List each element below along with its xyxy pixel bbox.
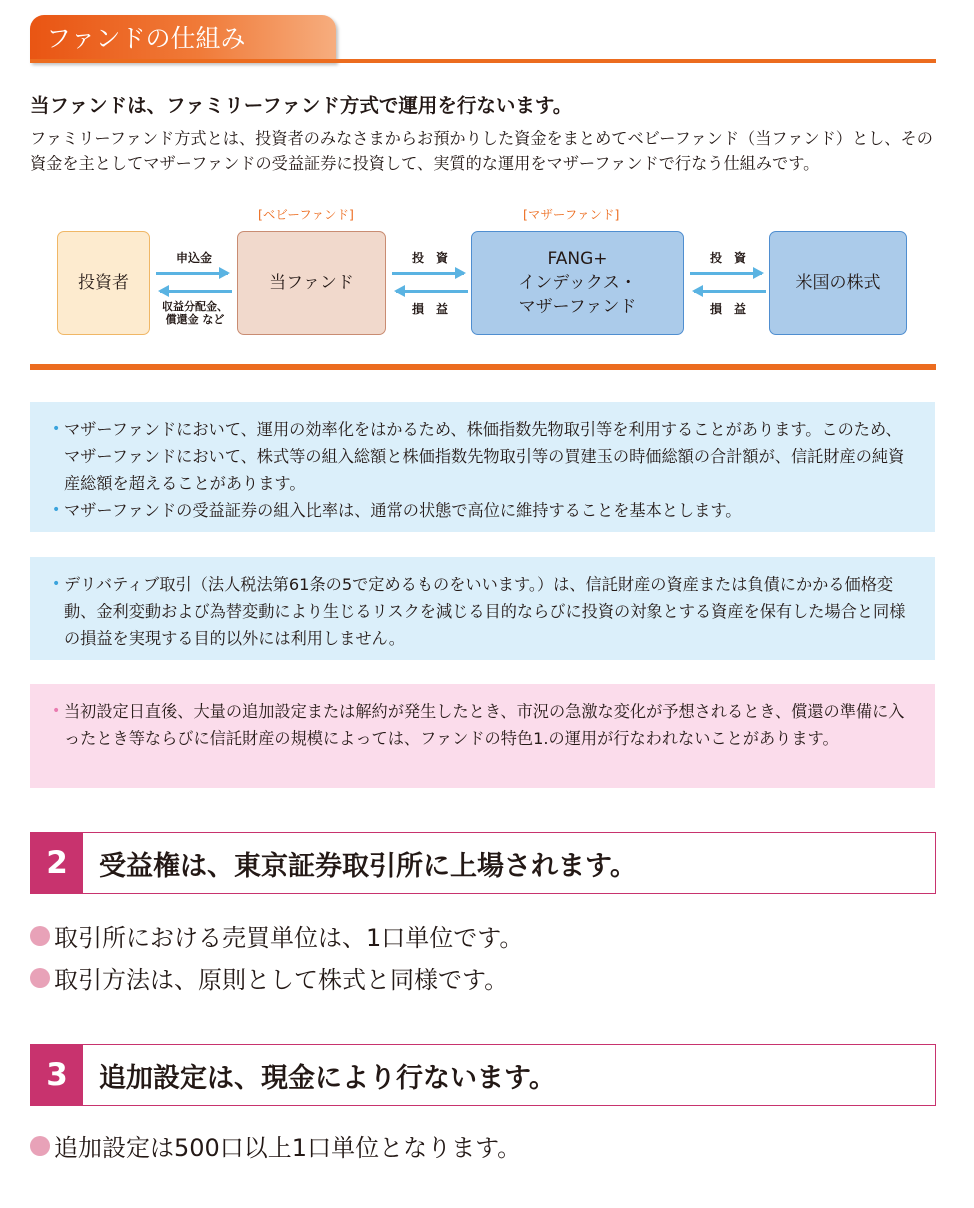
circle-bullet-icon xyxy=(30,1136,50,1156)
note-text: デリバティブ取引（法人税法第61条の5で定めるものをいいます。）は、信託財産の資産または負債にかかる価格変動、金利変動および為替変動により生じるリスクを減じる目的ならびに投資の対象とする資産を保有した場合と同様の損益を実現する目的以外には利用しません。 xyxy=(64,575,906,648)
note-text: 当初設定日直後、大量の追加設定または解約が発生したとき、市況の急激な変化が予想されるとき、償還の準備に入ったとき等ならびに信託財産の規模によっては、ファンドの特色1.の運用が行なわれないことがあります。 xyxy=(64,702,905,748)
arrow1-bottom-line1: 収益分配金、 xyxy=(162,300,228,313)
mother-fund-label: [マザーファンド] xyxy=(523,207,620,222)
section-2-number: 2 xyxy=(31,833,83,893)
lead-text: 当ファンドは、ファミリーファンド方式で運用を行ないます。 xyxy=(30,94,573,117)
bullet-icon: • xyxy=(52,703,61,719)
note-box-derivative-use xyxy=(30,557,935,660)
bullet-icon: • xyxy=(52,421,61,437)
arrow3-top-label: 投 資 xyxy=(709,251,746,265)
section-2-bullet-text: 取引方法は、原則として株式と同様です。 xyxy=(54,966,509,994)
section-header-tab xyxy=(30,15,336,63)
header-rule xyxy=(30,59,936,63)
arrow-right-icon xyxy=(690,272,762,275)
mother-fund-box xyxy=(471,231,684,335)
section-3-bullet xyxy=(30,1128,521,1163)
section-3-bullet-text: 追加設定は500口以上1口単位となります。 xyxy=(54,1134,522,1162)
arrow-left-icon xyxy=(160,290,232,293)
note-item xyxy=(52,497,917,524)
mother-fund-name-line2: インデックス・ xyxy=(518,273,637,293)
arrow-right-icon xyxy=(156,272,228,275)
note-text: マザーファンドの受益証券の組入比率は、通常の状態で高位に維持することを基本とします。 xyxy=(64,501,742,520)
arrow1-top-label: 申込金 xyxy=(175,251,212,265)
diagram-bottom-rule xyxy=(30,364,936,370)
us-stocks-box xyxy=(769,231,907,335)
arrow1-bottom-label xyxy=(153,300,237,326)
investor-box xyxy=(57,231,150,335)
baby-fund-label: [ベビーファンド] xyxy=(258,207,354,222)
section-2-bullet xyxy=(30,918,523,953)
note-box-caution xyxy=(30,684,935,788)
circle-bullet-icon xyxy=(30,926,50,946)
section-2-header xyxy=(30,832,936,894)
arrow2-top-label: 投 資 xyxy=(411,251,448,265)
note-item xyxy=(52,698,917,752)
arrow1-bottom-line2: 償還金 など xyxy=(165,313,225,326)
section-3-number: 3 xyxy=(31,1045,83,1105)
bullet-icon: • xyxy=(52,502,61,518)
baby-fund-box xyxy=(237,231,386,335)
arrow3-bottom-label: 損 益 xyxy=(709,302,746,316)
circle-bullet-icon xyxy=(30,968,50,988)
bullet-icon: • xyxy=(52,576,61,592)
note-box-derivatives xyxy=(30,402,935,532)
note-item xyxy=(52,571,917,652)
section-2-bullet xyxy=(30,960,508,995)
mother-fund-name-line1: FANG+ xyxy=(547,249,608,269)
section-3-title: 追加設定は、現金により行ないます。 xyxy=(99,1062,556,1094)
us-stocks-label: 米国の株式 xyxy=(795,273,881,293)
baby-fund-name: 当ファンド xyxy=(269,273,354,293)
arrow-right-icon xyxy=(392,272,464,275)
section-3-header xyxy=(30,1044,936,1106)
description-text: ファミリーファンド方式とは、投資者のみなさまからお預かりした資金をまとめてベビーファンド（当ファンド）とし、その資金を主としてマザーファンドの受益証券に投資して、実質的な運用をマザーファンドで行なう仕組みです。 xyxy=(30,129,933,173)
arrow-left-icon xyxy=(396,290,468,293)
arrow-left-icon xyxy=(694,290,766,293)
section-2-bullet-text: 取引所における売買単位は、1口単位です。 xyxy=(54,924,524,952)
mother-fund-name-line3: マザーファンド xyxy=(518,297,637,317)
note-text: マザーファンドにおいて、運用の効率化をはかるため、株価指数先物取引等を利用することがあります。このため、マザーファンドにおいて、株式等の組入総額と株価指数先物取引等の買建玉の時価総額の合計額が、信託財産の純資産総額を超えることがあります。 xyxy=(64,420,905,493)
section-header-title: ファンドの仕組み xyxy=(46,24,246,53)
section-2-title: 受益権は、東京証券取引所に上場されます。 xyxy=(99,850,637,882)
investor-label: 投資者 xyxy=(78,273,129,293)
note-item xyxy=(52,416,917,497)
arrow2-bottom-label: 損 益 xyxy=(411,302,448,316)
